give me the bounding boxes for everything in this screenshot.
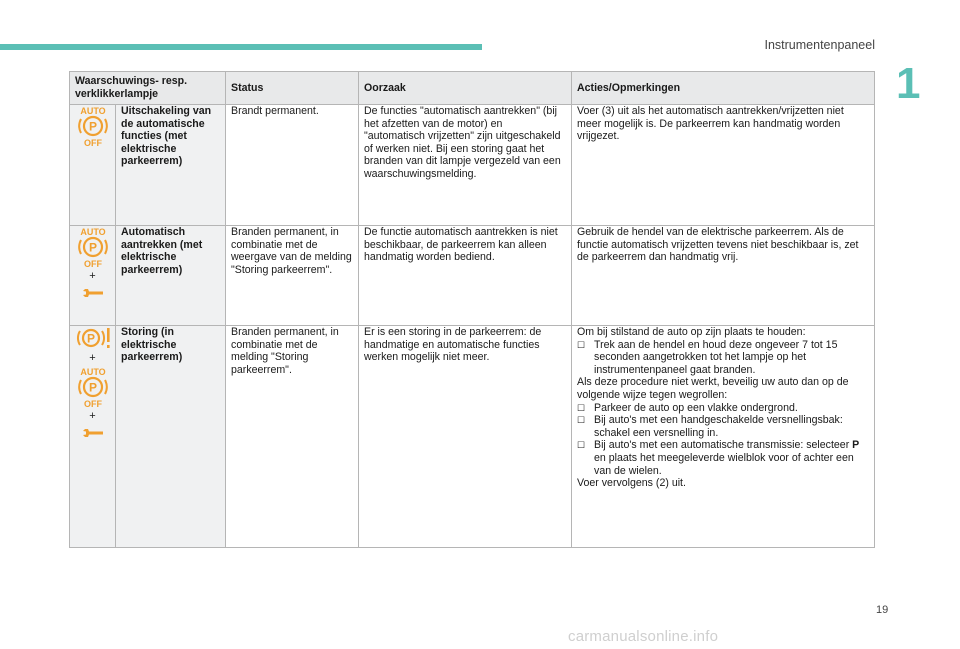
lamp-icon-cell [70, 326, 116, 548]
actions-text: Voer (3) uit als het automatisch aantrekken/vrijzetten niet meer mogelijk is. De parkeerrem kan handmatig worden vrijgezet. [572, 105, 875, 226]
page-number: 19 [876, 604, 889, 616]
col-header-status: Status [226, 72, 359, 105]
wrench-service-icon [81, 426, 105, 440]
table-header-row [70, 72, 875, 105]
actions-end: Voer vervolgens (2) uit. [577, 477, 686, 490]
plus-sign: + [89, 410, 96, 422]
table-row [70, 226, 875, 326]
gear-p-label: P [852, 439, 860, 452]
plus-sign: + [89, 352, 96, 364]
col-header-cause: Oorzaak [359, 72, 572, 105]
actions-intro: Om bij stilstand de auto op zijn plaats te houden: [577, 326, 806, 338]
chapter-number: 1 [896, 59, 921, 108]
actions-bullet-list [577, 402, 869, 478]
col-header-lamp: Waarschuwings- resp. verklikkerlampje [70, 72, 226, 105]
wrench-service-icon [81, 286, 105, 300]
header-accent-bar [0, 44, 482, 50]
svg-text:AUTO: AUTO [80, 367, 106, 377]
lamp-icon-cell [70, 226, 116, 326]
section-title: Instrumentenpaneel [764, 38, 875, 52]
svg-text:P: P [88, 240, 98, 255]
actions-bullet-list [577, 339, 869, 377]
auto-p-off-warning-icon [75, 226, 111, 268]
list-item: ☐ Trek aan de hendel en houd deze ongeveer 7 tot 15 seconden aangetrokken tot het lampje op het instrumentenpaneel gaat branden. [577, 339, 869, 377]
svg-text:P: P [88, 119, 98, 134]
list-item [577, 439, 869, 477]
cause-text: De functie automatisch aantrekken is niet beschikbaar, de parkeerrem kan alleen handmatig worden bediend. [359, 226, 572, 326]
col-header-actions: Acties/Opmerkingen [572, 72, 875, 105]
svg-text:P: P [88, 380, 98, 395]
svg-text:OFF: OFF [84, 138, 102, 147]
actions-text: Gebruik de hendel van de elektrische parkeerrem. Als de functie automatisch vrijzetten tevens niet beschikbaar is, zet de parkeerrem dan handmatig vrij. [572, 226, 875, 326]
bullet-text-post: en plaats het meegeleverde wielblok voor of achter een van de wielen. [594, 451, 854, 477]
status-text: Branden permanent, in combinatie met de melding "Storing parkeerrem". [226, 326, 359, 548]
svg-text:AUTO: AUTO [80, 106, 106, 116]
actions-mid: Als deze procedure niet werkt, beveilig uw auto dan op de volgende wijze tegen wegrollen: [577, 376, 849, 401]
auto-p-off-warning-icon [75, 105, 111, 147]
watermark: carmanualsonline.info [568, 628, 719, 645]
lamp-name: Storing (in elektrische parkeerrem) [116, 326, 226, 548]
warning-lamps-table [69, 71, 875, 548]
svg-text:P: P [86, 331, 96, 346]
plus-sign: + [89, 270, 96, 282]
lamp-name: Automatisch aantrekken (met elektrische parkeerrem) [116, 226, 226, 326]
svg-text:OFF: OFF [84, 259, 102, 268]
table-row [70, 326, 875, 548]
auto-p-off-warning-icon [75, 366, 111, 408]
status-text: Brandt permanent. [226, 105, 359, 226]
svg-text:OFF: OFF [84, 399, 102, 408]
svg-text:AUTO: AUTO [80, 227, 106, 237]
status-text: Branden permanent, in combinatie met de weergave van de melding "Storing parkeerrem". [226, 226, 359, 326]
parking-brake-fault-icon [75, 326, 111, 350]
actions-text-block [572, 326, 875, 548]
cause-text: De functies "automatisch aantrekken" (bij het afzetten van de motor) en "automatisch vrijzetten" zijn uitgeschakeld of werken niet. Bij een storing gaat het branden van dit lampje vergezeld van een waarschuwingsmelding. [359, 105, 572, 226]
lamp-icon-cell [70, 105, 116, 226]
list-item: ☐ Bij auto's met een handgeschakelde versnellingsbak: schakel een versnelling in. [577, 414, 869, 439]
lamp-name: Uitschakeling van de automatische functies (met elektrische parkeerrem) [116, 105, 226, 226]
table-row [70, 105, 875, 226]
list-item: ☐ Parkeer de auto op een vlakke ondergrond. [577, 402, 869, 415]
bullet-text-pre: Bij auto's met een automatische transmissie: selecteer [594, 439, 853, 452]
cause-text: Er is een storing in de parkeerrem: de handmatige en automatische functies werken mogelijk niet meer. [359, 326, 572, 548]
